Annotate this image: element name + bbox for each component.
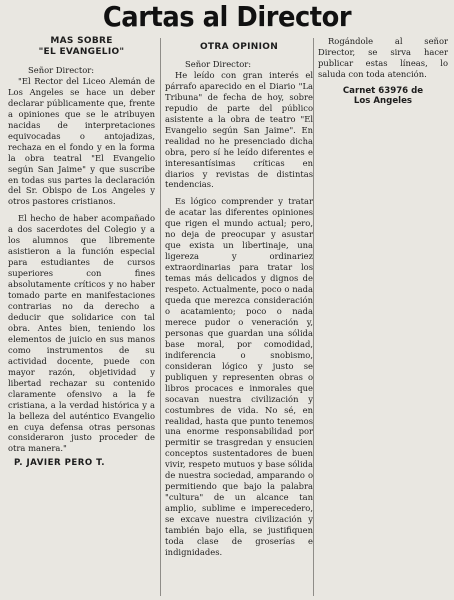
letter-mas-sobre-el-evangelio bbox=[8, 36, 155, 598]
section-title: Cartas al Director bbox=[102, 0, 352, 33]
signature-line: Los Angeles bbox=[353, 96, 413, 107]
signature-line: Carnet 63976 de bbox=[342, 85, 424, 96]
letter-paragraph: Rogándole al señor Director, se sirva hacer publicar estas líneas, lo saluda con toda atención. bbox=[318, 36, 448, 79]
letter-heading-line: "EL EVANGELIO" bbox=[38, 47, 125, 57]
letter-otra-opinion-part1 bbox=[165, 36, 313, 598]
section-masthead bbox=[0, 0, 454, 34]
column-divider bbox=[160, 38, 161, 596]
letter-heading bbox=[8, 36, 155, 58]
letter-otra-opinion-part2 bbox=[318, 36, 448, 598]
letter-signature: P. JAVIER PERO T. bbox=[14, 458, 105, 469]
letter-signature bbox=[318, 86, 448, 107]
letter-salutation: Señor Director: bbox=[28, 65, 95, 75]
letter-paragraph: El hecho de haber acompañado a dos sacerdotes del Colegio y a los alumnos que libremente asistieron a la función especial para estudiantes de cursos superiores con fines absolutamente críticos y no haber tomado parte en manifestaciones contrarias no da derecho a deducir que solidarice con tal obra. Antes bien, teniendo los elementos de juicio en sus manos como instrumentos de su actividad docente, puede con mayor razón, objetividad y libertad rechazar su contenido claramente ofensivo a la fe cristiana, a la verdad histórica y a la belleza del auténtico Evangelio en cuya defensa otras personas consideraron justo proceder de otra manera." bbox=[8, 213, 155, 454]
letter-paragraph: Es lógico comprender y tratar de acatar las diferentes opiniones que rigen el mundo actual; pero, no deja de preocupar y asustar que exista un libertinaje, una ligereza y ordinariez extraordinarias para tratar los temas más delicados y dignos de respeto. Actualmente, poco o nada queda que merezca consideración o acatamiento; poco o nada merece pudor o veneración y, personas que guardan una sólida base moral, por comodidad, indiferencia o snobismo, consideran lógico y justo se publiquen y representen obras o libros procaces e inmorales que socavan nuestra civilización y costumbres de vida. No sé, en realidad, hasta que punto tenemos una enorme responsabilidad por permitir se trasgredan y ensucien conceptos sustentadores de buen vivir, respeto mutuos y base sólida de nuestra sociedad, amparando o permitiendo que bajo la palabra "cultura" de un alcance tan amplio, sublime e imperecedero, se excave nuestra civilización y también bajo ella, se justifiquen toda clase de groserías e indignidades. bbox=[165, 196, 313, 557]
letter-heading-line: MAS SOBRE bbox=[50, 36, 113, 46]
column-divider bbox=[313, 38, 314, 596]
letter-heading: OTRA OPINION bbox=[199, 42, 279, 52]
letter-paragraph: "El Rector del Liceo Alemán de Los Angeles se hace un deber declarar públicamente que, frente a opiniones que se le atribuyen nacidas de interpretaciones equivocadas o antojadizas, rechaza en el fondo y en la forma la obra teatral "El Evangelio según San Jaime" y que suscribe en todas sus partes la declaración del Sr. Obispo de Los Angeles y otros pastores cristianos. bbox=[8, 75, 155, 207]
letter-paragraph: He leído con gran interés el párrafo aparecido en el Diario "La Tribuna" de fecha de hoy, sobre repudio de parte del público asistente a la obra de teatro "El Evangelio según San Jaime". En realidad no he presenciado dicha obra, pero sí he leído diferentes e interesantísimas críticas en diarios y revistas de distintas tendencias. bbox=[165, 69, 313, 190]
letter-salutation: Señor Director: bbox=[185, 59, 252, 69]
